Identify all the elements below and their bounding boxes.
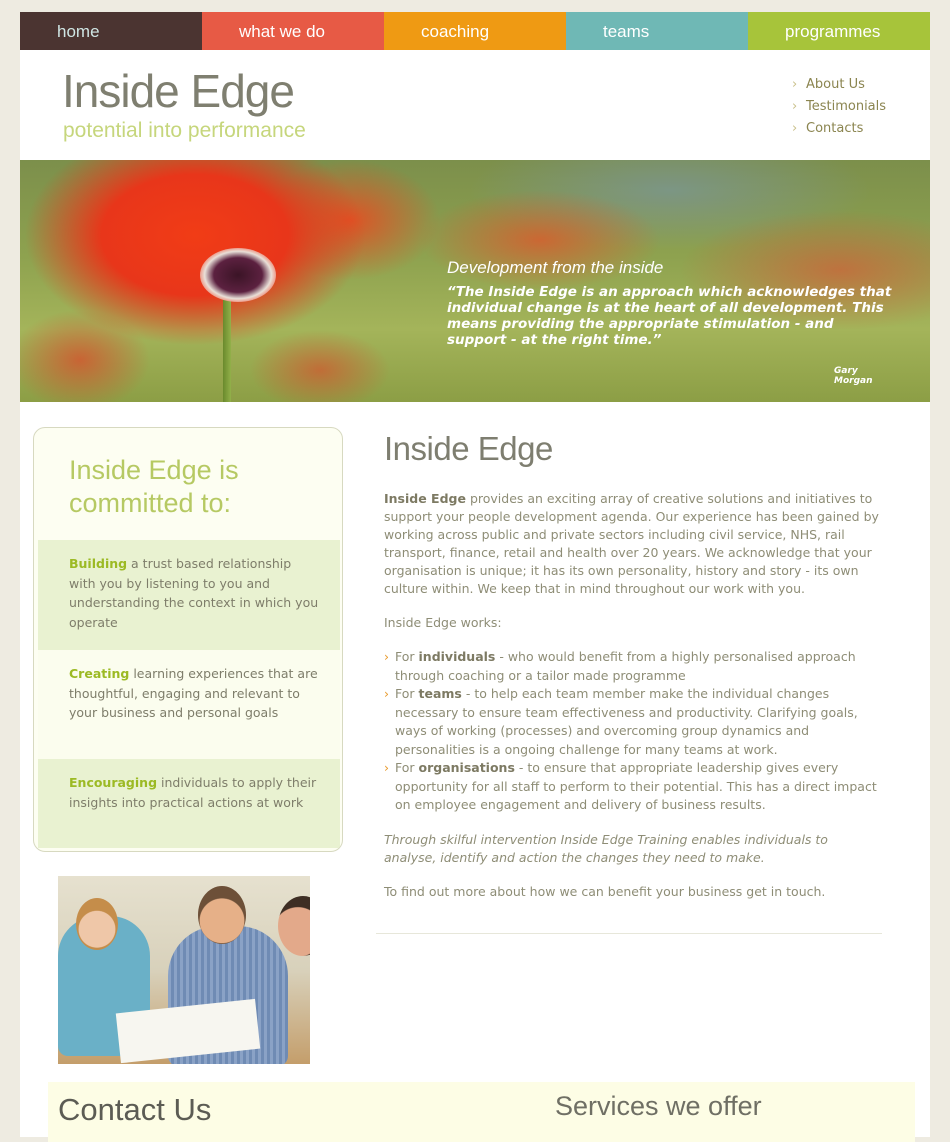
list-item <box>384 759 884 815</box>
nav-what-we-do[interactable]: what we do <box>202 12 384 50</box>
nav-home[interactable]: home <box>20 12 202 50</box>
works-text: - to ensure that appropriate leadership gives every opportunity for all staff to perform to their potential. This has a direct impact on employee engagement and delivery of business results. <box>395 760 877 812</box>
works-bold: teams <box>418 686 462 701</box>
commitment-keyword: Creating <box>69 666 130 681</box>
works-pre: For <box>395 649 419 664</box>
hero-quote <box>447 258 897 386</box>
link-about-us[interactable]: › About Us <box>792 76 886 98</box>
services-heading: Services we offer <box>555 1091 762 1121</box>
top-links <box>792 76 886 142</box>
commitment-item <box>38 759 340 848</box>
works-pre: For <box>395 686 419 701</box>
poppy-flower <box>200 248 276 302</box>
list-item <box>384 685 884 759</box>
page-title: Inside Edge <box>384 430 553 467</box>
page <box>20 12 930 1137</box>
commitment-keyword: Encouraging <box>69 775 158 790</box>
hero-quote-text: “The Inside Edge is an approach which acknowledges that individual change is at the heart of all development. This means providing the appropriate stimulation - and support - at the right time.” <box>447 284 892 348</box>
nav-programmes[interactable]: programmes <box>748 12 930 50</box>
logo-title[interactable]: Inside Edge <box>62 65 294 117</box>
works-pre: For <box>395 760 419 775</box>
hero-quote-author: Gary Morgan <box>834 366 873 386</box>
photo-head-man <box>198 886 246 944</box>
photo-head-man-right <box>278 896 310 956</box>
intro-bold: Inside Edge <box>384 491 466 506</box>
nav-teams[interactable]: teams <box>566 12 748 50</box>
main-nav <box>20 12 930 50</box>
commitment-item <box>38 540 340 650</box>
team-photo <box>58 876 310 1064</box>
list-item <box>384 648 884 685</box>
works-text: - to help each team member make the individual changes necessary to ensure team effectiveness and productivity. Clarifying goals, ways of working (processes) and overcoming group dynamics and personalities is a ongoing challenge for many teams at work. <box>395 686 858 757</box>
contact-heading: Contact Us <box>58 1092 212 1127</box>
commitment-text: individuals to apply their insights into practical actions at work <box>69 775 317 810</box>
intro-paragraph <box>384 490 884 598</box>
main-content <box>384 430 884 917</box>
works-label: Inside Edge works: <box>384 615 502 630</box>
nav-coaching[interactable]: coaching <box>384 12 566 50</box>
commitment-item <box>38 650 340 760</box>
works-bold: individuals <box>418 649 496 664</box>
flower-stem <box>223 300 231 402</box>
commitment-keyword: Building <box>69 556 128 571</box>
commitment-box <box>33 427 343 852</box>
intro-text: provides an exciting array of creative solutions and initiatives to support your people development agenda. Our experience has been gained by working across public and private sectors including civil service, NHS, rail transport, finance, retail and health over 20 years. We acknowledge that your organisation is unique; it has its own personality, history and story - its own culture within. We keep that in mind throughout our work with you. <box>384 491 879 596</box>
italic-note: Through skilful intervention Inside Edge Training enables individuals to analyse, identify and action the changes they need to make. <box>384 831 828 865</box>
cta-text: To find out more about how we can benefit your business get in touch. <box>384 883 826 899</box>
works-list <box>384 648 884 815</box>
hero-banner <box>20 160 930 402</box>
commitment-text: a trust based relationship with you by listening to you and understanding the context in which you operate <box>69 556 319 630</box>
footer <box>48 1082 915 1142</box>
link-testimonials[interactable]: › Testimonials <box>792 98 886 120</box>
works-bold: organisations <box>418 760 515 775</box>
commitment-text: learning experiences that are thoughtful, engaging and relevant to your business and personal goals <box>69 666 318 720</box>
divider <box>376 933 882 934</box>
hero-title: Development from the inside <box>447 258 664 277</box>
photo-head-woman <box>76 898 118 950</box>
logo-tagline: potential into performance <box>63 119 306 142</box>
link-contacts[interactable]: › Contacts <box>792 120 886 142</box>
commitment-heading: Inside Edge is committed to: <box>69 455 239 518</box>
works-text: - who would benefit from a highly personalised approach through coaching or a tailor made programme <box>395 649 856 683</box>
